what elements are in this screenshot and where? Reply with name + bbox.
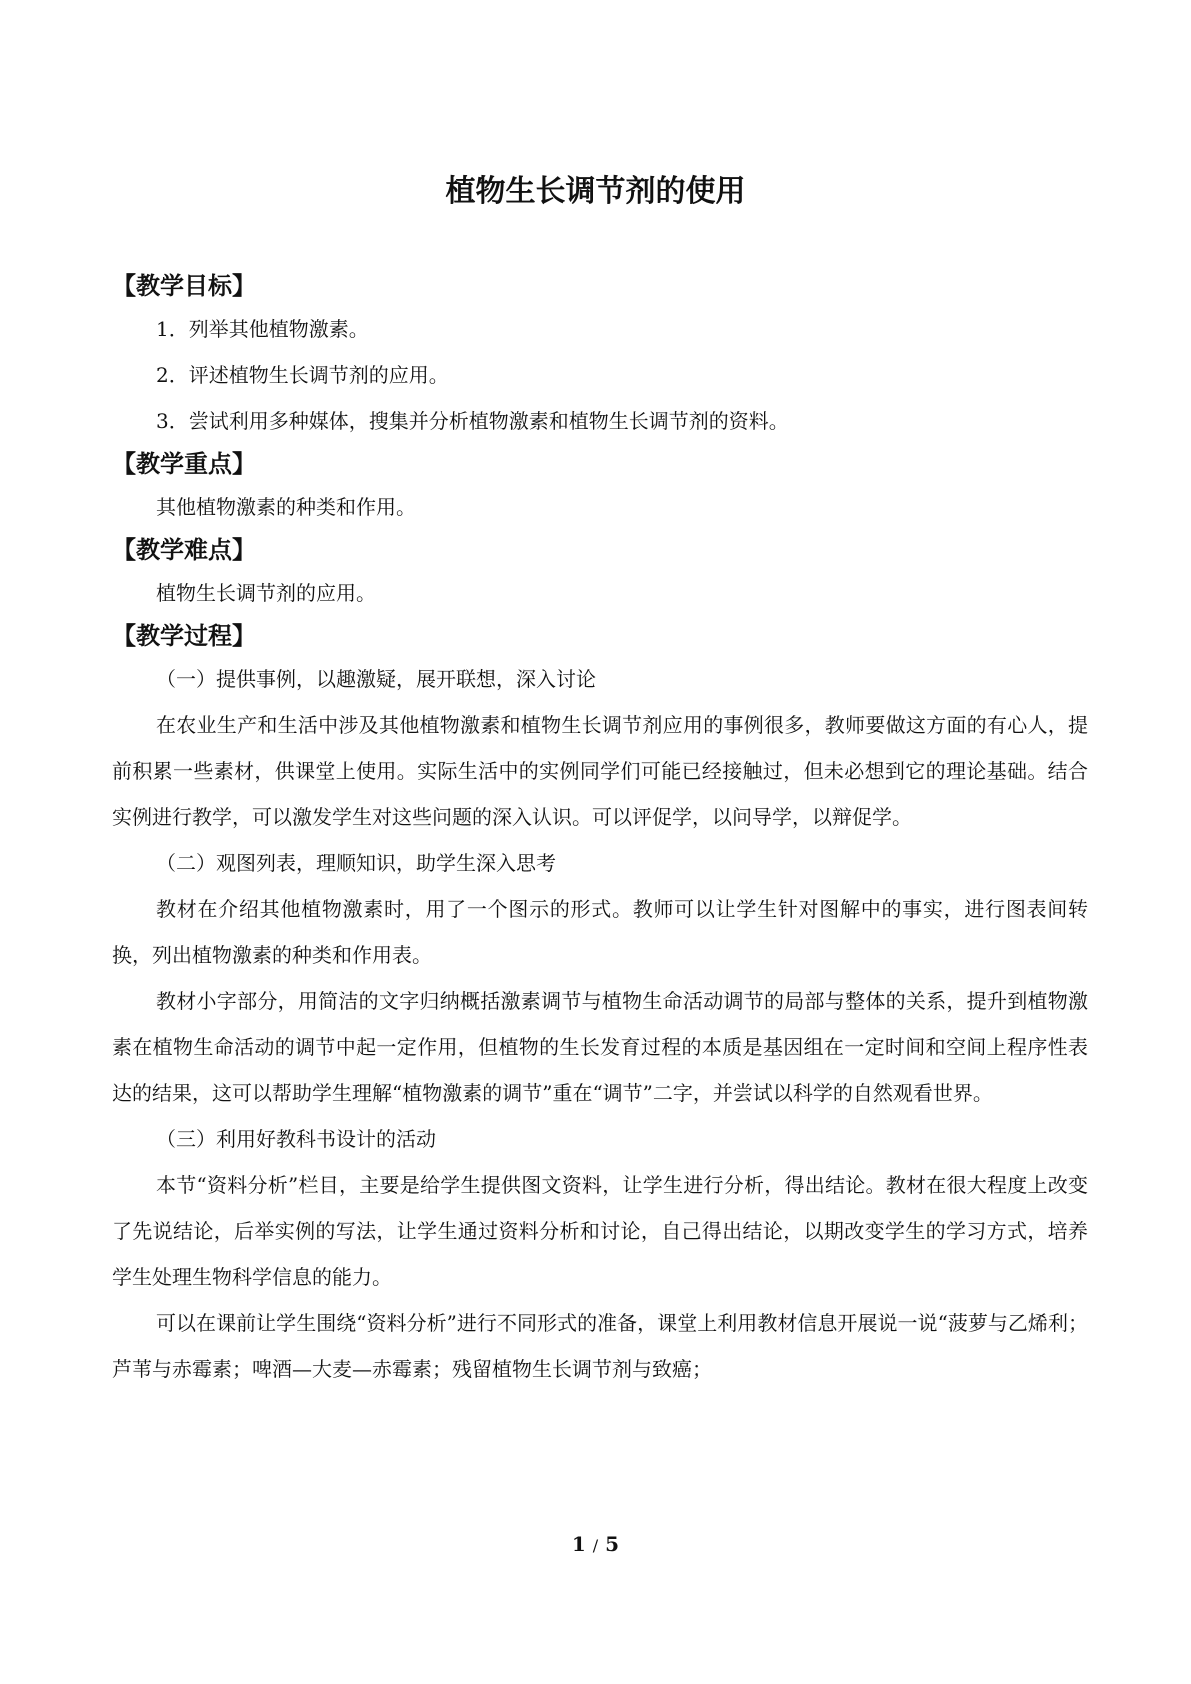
objective-item: 1．列举其他植物激素。	[156, 317, 369, 341]
process-paragraph: 教材在介绍其他植物激素时，用了一个图示的形式。教师可以让学生针对图解中的事实，进行图表间转换，列出植物激素的种类和作用表。	[112, 897, 1088, 967]
process-subheading: （二）观图列表，理顺知识，助学生深入思考	[156, 851, 556, 875]
process-subheading: （三）利用好教科书设计的活动	[156, 1127, 436, 1151]
difficulty-item: 植物生长调节剂的应用。	[156, 581, 376, 605]
objective-item: 2．评述植物生长调节剂的应用。	[156, 363, 449, 387]
page-number	[0, 1532, 1191, 1556]
process-paragraph: 本节“资料分析”栏目，主要是给学生提供图文资料，让学生进行分析，得出结论。教材在很大程度上改变了先说结论，后举实例的写法，让学生通过资料分析和讨论，自己得出结论，以期改变学生的学习方式，培养学生处理生物科学信息的能力。	[112, 1173, 1088, 1289]
section-heading-objectives: 【教学目标】	[112, 272, 256, 300]
total-pages-number: 5	[605, 1532, 620, 1556]
process-subheading: （一）提供事例，以趣激疑，展开联想，深入讨论	[156, 667, 596, 691]
process-paragraph: 可以在课前让学生围绕“资料分析”进行不同形式的准备，课堂上利用教材信息开展说一说“菠萝与乙烯利；芦苇与赤霉素；啤酒—大麦—赤霉素；残留植物生长调节剂与致癌；	[112, 1311, 1088, 1381]
current-page-number: 1	[571, 1532, 586, 1556]
section-heading-process: 【教学过程】	[112, 622, 256, 650]
page-separator: /	[592, 1536, 599, 1555]
process-paragraph: 在农业生产和生活中涉及其他植物激素和植物生长调节剂应用的事例很多，教师要做这方面的有心人，提前积累一些素材，供课堂上使用。实际生活中的实例同学们可能已经接触过，但未必想到它的理论基础。结合实例进行教学，可以激发学生对这些问题的深入认识。可以评促学，以问导学，以辩促学。	[112, 713, 1088, 829]
document-title: 植物生长调节剂的使用	[445, 174, 746, 209]
key-point-item: 其他植物激素的种类和作用。	[156, 495, 416, 519]
process-paragraph: 教材小字部分，用简洁的文字归纳概括激素调节与植物生命活动调节的局部与整体的关系，提升到植物激素在植物生命活动的调节中起一定作用，但植物的生长发育过程的本质是基因组在一定时间和空间上程序性表达的结果，这可以帮助学生理解“植物激素的调节”重在“调节”二字，并尝试以科学的自然观看世界。	[112, 989, 1088, 1105]
section-heading-difficulties: 【教学难点】	[112, 536, 256, 564]
document-body	[112, 266, 1088, 1392]
objective-item: 3．尝试利用多种媒体，搜集并分析植物激素和植物生长调节剂的资料。	[156, 409, 789, 433]
section-heading-key-points: 【教学重点】	[112, 450, 256, 478]
